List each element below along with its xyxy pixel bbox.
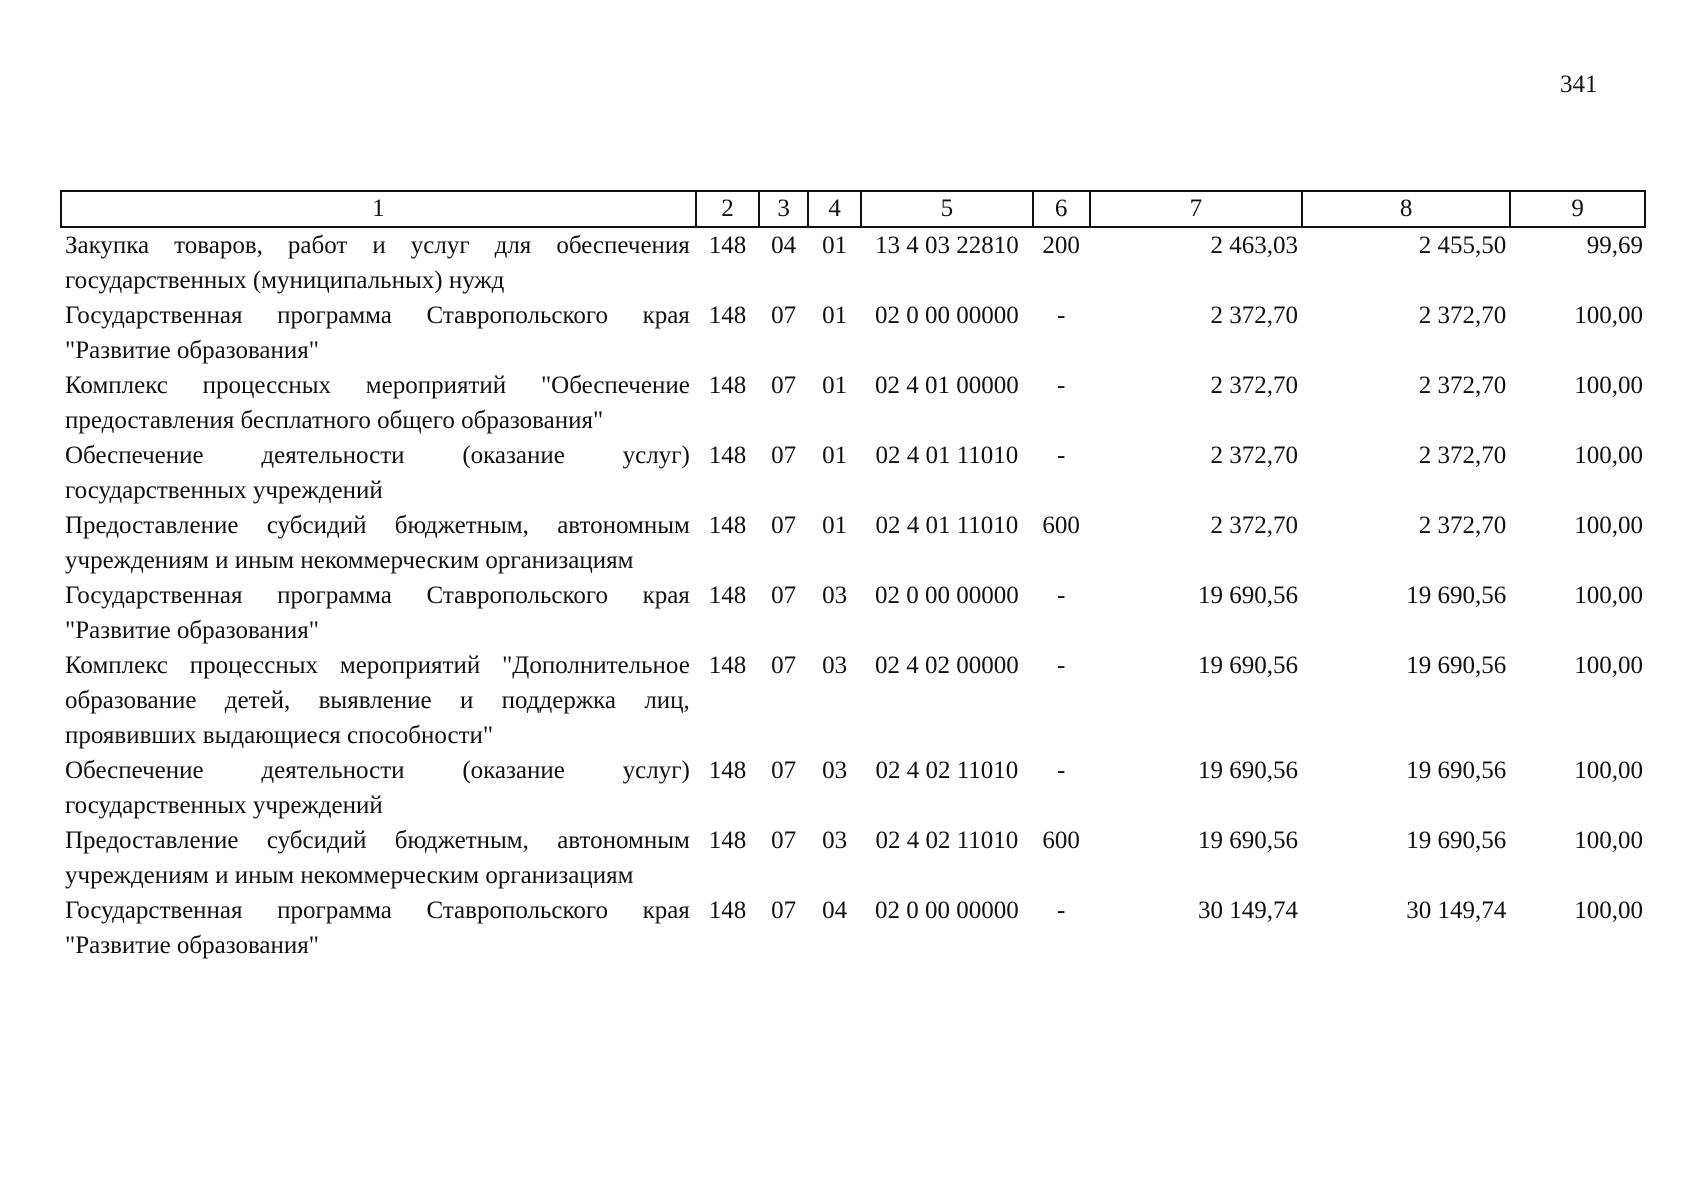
header-col-5: 5 [861,191,1032,227]
table-row [61,578,1645,648]
subsection-code: 01 [822,232,848,259]
section-code: 07 [771,582,797,609]
execution-percent: 100,00 [1574,897,1643,924]
execution-percent: 100,00 [1574,757,1643,784]
section-code: 07 [771,652,797,679]
header-col-4: 4 [808,191,861,227]
expense-type-code: - [1056,897,1066,924]
executed-amount: 2 372,70 [1418,442,1507,469]
planned-amount: 19 690,56 [1198,652,1298,679]
subsection-code: 01 [822,302,848,329]
executed-amount: 2 372,70 [1418,512,1507,539]
page-number: 341 [1560,71,1598,98]
planned-amount: 2 372,70 [1210,442,1298,469]
planned-amount: 2 372,70 [1210,512,1298,539]
row-name: Комплекс процессных мероприятий "Обеспечение предоставления бесплатного общего образования" [65,372,690,434]
row-name: Государственная программа Ставропольского края "Развитие образования" [65,302,690,364]
executed-amount: 19 690,56 [1406,757,1507,784]
target-article-code: 13 4 03 22810 [874,232,1019,259]
row-name: Предоставление субсидий бюджетным, автономным учреждениям и иным некоммерческим организациям [65,827,690,889]
expense-type-code: - [1056,442,1066,469]
ministry-code: 148 [708,232,747,259]
table-row [61,648,1645,753]
expense-type-code: - [1056,372,1066,399]
planned-amount: 19 690,56 [1198,827,1298,854]
executed-amount: 30 149,74 [1406,897,1507,924]
execution-percent: 100,00 [1574,512,1643,539]
row-name: Предоставление субсидий бюджетным, автономным учреждениям и иным некоммерческим организациям [65,512,690,574]
target-article-code: 02 4 01 11010 [875,442,1019,469]
execution-percent: 100,00 [1574,302,1643,329]
section-code: 07 [771,897,797,924]
table-row [61,753,1645,823]
table-row [61,893,1645,963]
ministry-code: 148 [708,897,747,924]
planned-amount: 19 690,56 [1198,757,1298,784]
executed-amount: 2 372,70 [1418,372,1507,399]
planned-amount: 19 690,56 [1198,582,1298,609]
section-code: 07 [771,372,797,399]
subsection-code: 03 [822,827,848,854]
expense-type-code: 600 [1042,827,1080,854]
ministry-code: 148 [708,757,747,784]
table-row [61,227,1645,298]
planned-amount: 2 372,70 [1210,372,1298,399]
subsection-code: 01 [822,372,848,399]
target-article-code: 02 4 02 11010 [875,757,1019,784]
section-code: 07 [771,302,797,329]
table-row [61,823,1645,893]
target-article-code: 02 0 00 00000 [874,897,1019,924]
execution-percent: 100,00 [1574,442,1643,469]
header-col-2: 2 [696,191,759,227]
ministry-code: 148 [708,442,747,469]
row-name: Комплекс процессных мероприятий "Дополнительное образование детей, выявление и поддержка лиц, проявивших выдающиеся способности" [65,652,690,749]
header-col-3: 3 [759,191,808,227]
section-code: 07 [771,827,797,854]
planned-amount: 2 463,03 [1210,232,1298,259]
header-row [61,191,1645,227]
target-article-code: 02 4 01 00000 [874,372,1019,399]
expense-type-code: - [1056,652,1066,679]
expense-type-code: 600 [1042,512,1080,539]
table-row [61,368,1645,438]
budget-table [60,190,1646,963]
ministry-code: 148 [708,512,747,539]
execution-percent: 100,00 [1574,372,1643,399]
subsection-code: 03 [822,757,848,784]
expense-type-code: - [1056,302,1066,329]
subsection-code: 01 [822,512,848,539]
header-col-1: 1 [61,191,696,227]
execution-percent: 100,00 [1574,827,1643,854]
planned-amount: 2 372,70 [1210,302,1298,329]
executed-amount: 19 690,56 [1406,827,1507,854]
target-article-code: 02 0 00 00000 [874,302,1019,329]
executed-amount: 2 372,70 [1418,302,1507,329]
row-name: Государственная программа Ставропольского края "Развитие образования" [65,897,690,959]
subsection-code: 03 [822,582,848,609]
expense-type-code: - [1056,582,1066,609]
execution-percent: 99,69 [1586,232,1643,259]
header-col-7: 7 [1090,191,1302,227]
ministry-code: 148 [708,582,747,609]
ministry-code: 148 [708,372,747,399]
executed-amount: 2 455,50 [1418,232,1507,259]
target-article-code: 02 4 01 11010 [875,512,1019,539]
table-row [61,438,1645,508]
executed-amount: 19 690,56 [1406,582,1507,609]
ministry-code: 148 [708,827,747,854]
ministry-code: 148 [708,302,747,329]
execution-percent: 100,00 [1574,652,1643,679]
subsection-code: 04 [822,897,848,924]
target-article-code: 02 4 02 11010 [875,827,1019,854]
header-col-6: 6 [1033,191,1090,227]
executed-amount: 19 690,56 [1406,652,1507,679]
target-article-code: 02 4 02 00000 [874,652,1019,679]
row-name: Обеспечение деятельности (оказание услуг) государственных учреждений [65,442,690,504]
target-article-code: 02 0 00 00000 [874,582,1019,609]
subsection-code: 01 [822,442,848,469]
ministry-code: 148 [708,652,747,679]
header-col-9: 9 [1510,191,1645,227]
expense-type-code: 200 [1042,232,1080,259]
table-row [61,508,1645,578]
execution-percent: 100,00 [1574,582,1643,609]
section-code: 07 [771,442,797,469]
expense-type-code: - [1056,757,1066,784]
section-code: 04 [771,232,797,259]
header-col-8: 8 [1302,191,1510,227]
row-name: Обеспечение деятельности (оказание услуг) государственных учреждений [65,757,690,819]
planned-amount: 30 149,74 [1198,897,1298,924]
row-name: Закупка товаров, работ и услуг для обеспечения государственных (муниципальных) нужд [65,232,690,294]
table-row [61,298,1645,368]
subsection-code: 03 [822,652,848,679]
section-code: 07 [771,512,797,539]
row-name: Государственная программа Ставропольского края "Развитие образования" [65,582,690,644]
section-code: 07 [771,757,797,784]
